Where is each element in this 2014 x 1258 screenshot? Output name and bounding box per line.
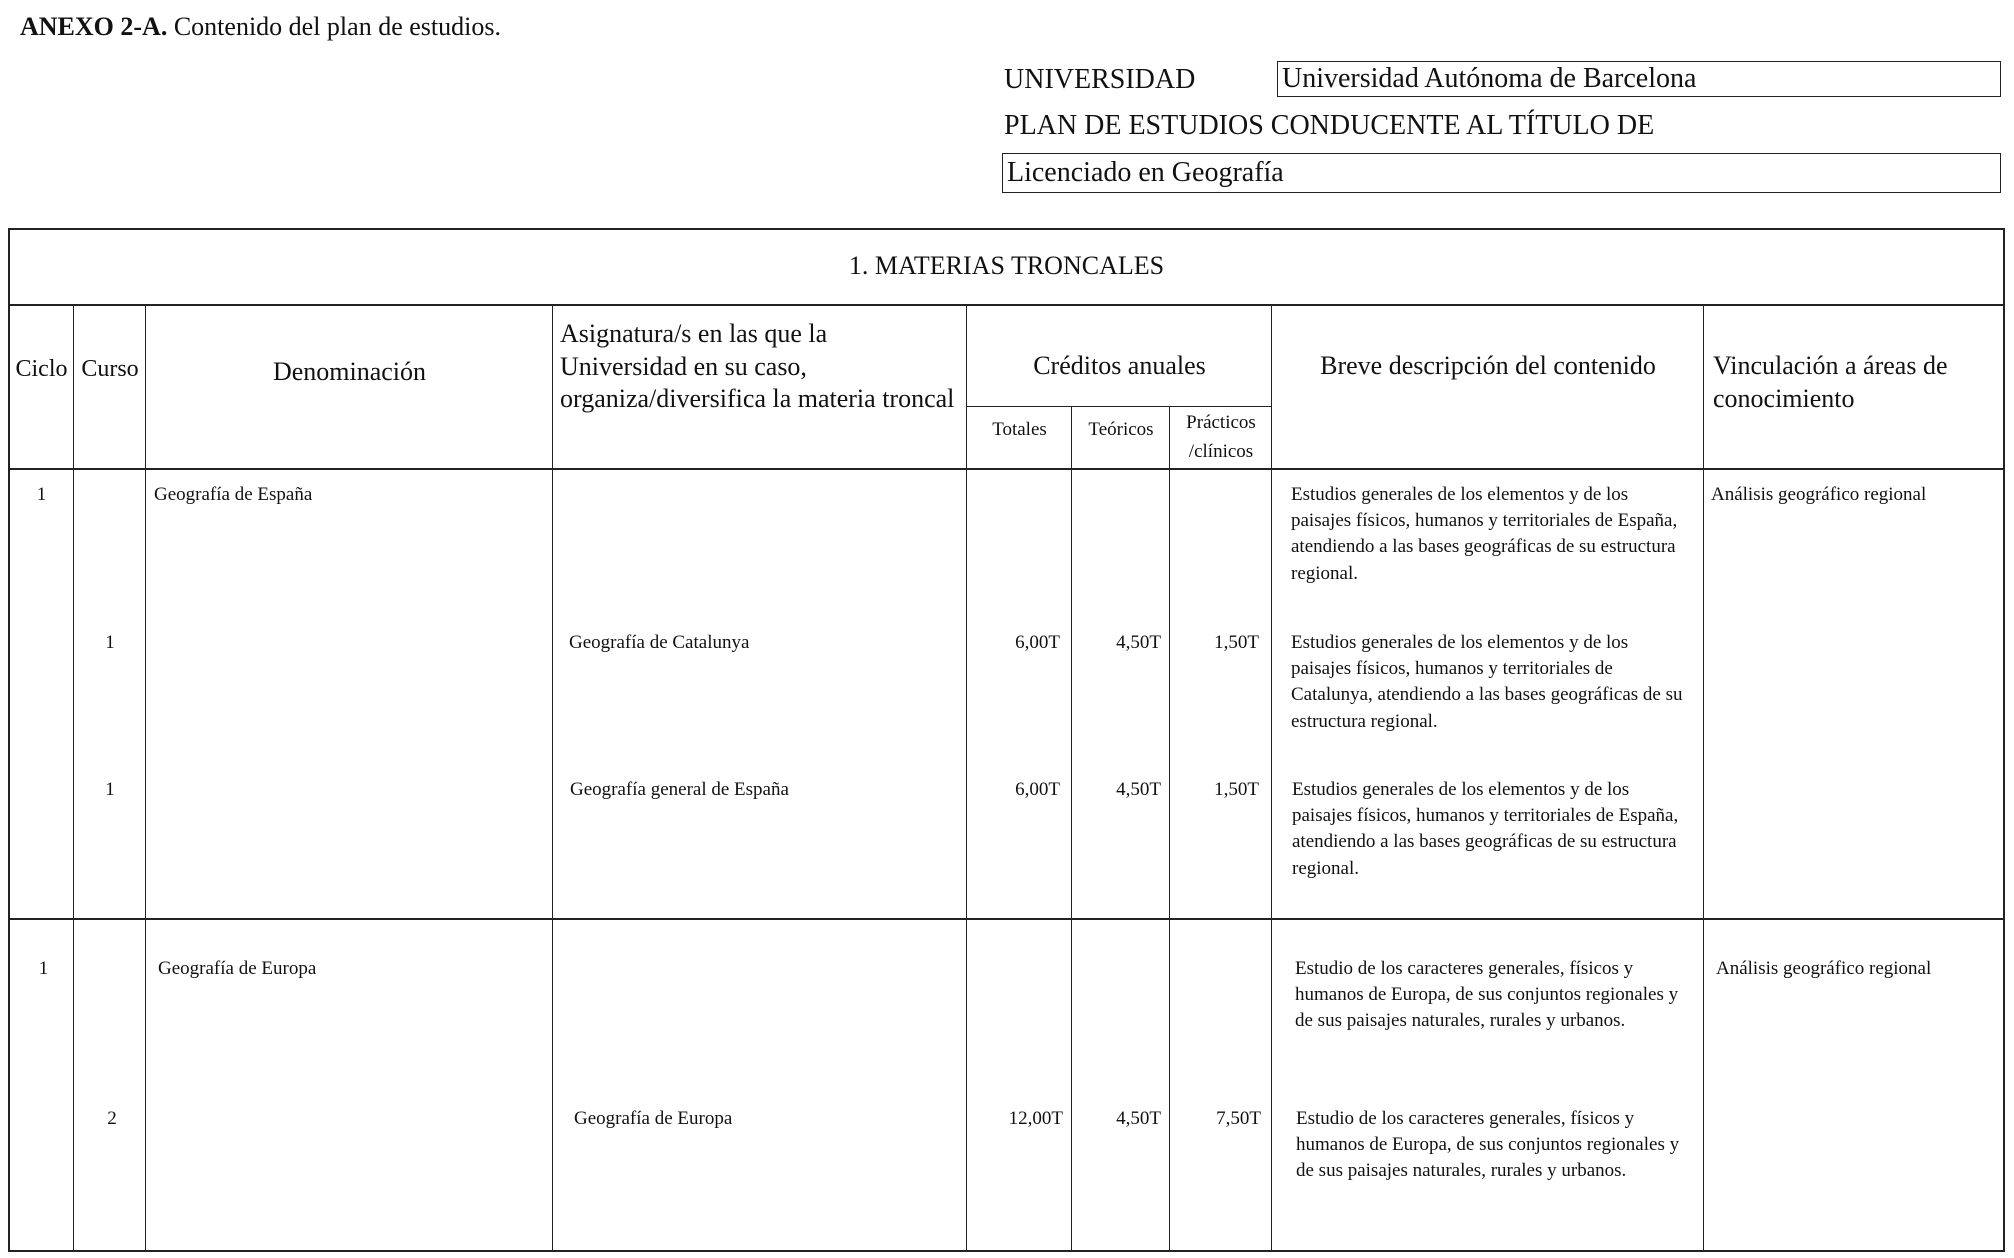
group-separator-rule xyxy=(8,918,2005,920)
col-header-ciclo: Ciclo xyxy=(15,356,68,382)
row-totales: 12,00T xyxy=(1008,1108,1063,1129)
annex-heading xyxy=(20,12,501,42)
col-rule xyxy=(1271,304,1272,1250)
group-vinculacion: Análisis geográfico regional xyxy=(1716,958,1932,979)
col-header-vinculacion: Vinculación a áreas de conocimiento xyxy=(1713,351,1948,413)
row-descripcion: Estudio de los caracteres generales, físicos y humanos de Europa, de sus conjuntos regionales y de sus paisajes naturales, rurales y urbanos. xyxy=(1296,1108,1680,1182)
table-title: 1. MATERIAS TRONCALES xyxy=(848,251,1165,280)
col-header-creditos: Créditos anuales xyxy=(1033,351,1206,380)
row-teoricos: 4,50T xyxy=(1116,632,1161,653)
table-title-rule xyxy=(8,304,2005,306)
row-practicos: 1,50T xyxy=(1214,779,1259,800)
col-header-asignatura: Asignatura/s en las que la Universidad en su caso, organiza/diversifica la materia troncal xyxy=(560,319,955,413)
group-descripcion: Estudios generales de los elementos y de los paisajes físicos, humanos y territoriales de España, atendiendo a las bases geográficas de su estructura regional. xyxy=(1291,484,1678,584)
row-practicos: 1,50T xyxy=(1214,632,1259,653)
row-totales: 6,00T xyxy=(1015,779,1060,800)
group-ciclo: 1 xyxy=(36,484,47,505)
col-header-teoricos: Teóricos xyxy=(1088,419,1154,440)
row-descripcion: Estudios generales de los elementos y de los paisajes físicos, humanos y territoriales de Catalunya, atendiendo a las bases geográficas de su estructura regional. xyxy=(1291,632,1683,732)
row-practicos: 7,50T xyxy=(1216,1108,1261,1129)
row-asignatura: Geografía de Europa xyxy=(574,1108,733,1129)
row-teoricos: 4,50T xyxy=(1116,779,1161,800)
group-vinculacion: Análisis geográfico regional xyxy=(1711,484,1927,505)
row-asignatura: Geografía general de España xyxy=(570,779,789,800)
group-denominacion: Geografía de España xyxy=(154,484,313,505)
group-descripcion: Estudio de los caracteres generales, físicos y humanos de Europa, de sus conjuntos regionales y de sus paisajes naturales, rurales y urbanos. xyxy=(1295,958,1679,1032)
col-header-denominacion: Denominación xyxy=(272,357,427,386)
col-header-curso: Curso xyxy=(81,356,139,382)
universidad-field: Universidad Autónoma de Barcelona xyxy=(1277,61,2001,97)
col-rule xyxy=(1169,406,1170,1250)
annex-label: ANEXO 2-A. xyxy=(20,12,168,41)
table-header-rule xyxy=(8,468,2005,470)
row-descripcion: Estudios generales de los elementos y de los paisajes físicos, humanos y territoriales de España, atendiendo a las bases geográficas de su estructura regional. xyxy=(1292,779,1679,879)
creditos-subheader-rule xyxy=(966,406,1271,407)
col-header-practicos: Prácticos /clínicos xyxy=(1186,412,1256,463)
row-curso: 1 xyxy=(105,632,115,653)
row-totales: 6,00T xyxy=(1015,632,1060,653)
titulo-field: Licenciado en Geografía xyxy=(1002,153,2001,193)
universidad-label: UNIVERSIDAD xyxy=(1004,64,1196,95)
col-rule xyxy=(1071,406,1072,1250)
col-header-descripcion: Breve descripción del contenido xyxy=(1320,351,1656,380)
col-rule xyxy=(966,304,967,1250)
row-asignatura: Geografía de Catalunya xyxy=(569,632,750,653)
row-curso: 1 xyxy=(105,779,115,800)
row-teoricos: 4,50T xyxy=(1116,1108,1161,1129)
col-rule xyxy=(73,304,74,1250)
plan-label: PLAN DE ESTUDIOS CONDUCENTE AL TÍTULO DE xyxy=(1004,110,1655,141)
col-rule xyxy=(552,304,553,1250)
row-curso: 2 xyxy=(107,1108,117,1129)
group-ciclo: 1 xyxy=(38,958,49,979)
annex-text: Contenido del plan de estudios. xyxy=(167,12,501,41)
col-rule xyxy=(1703,304,1704,1250)
group-denominacion: Geografía de Europa xyxy=(158,958,317,979)
col-header-totales: Totales xyxy=(992,419,1047,440)
